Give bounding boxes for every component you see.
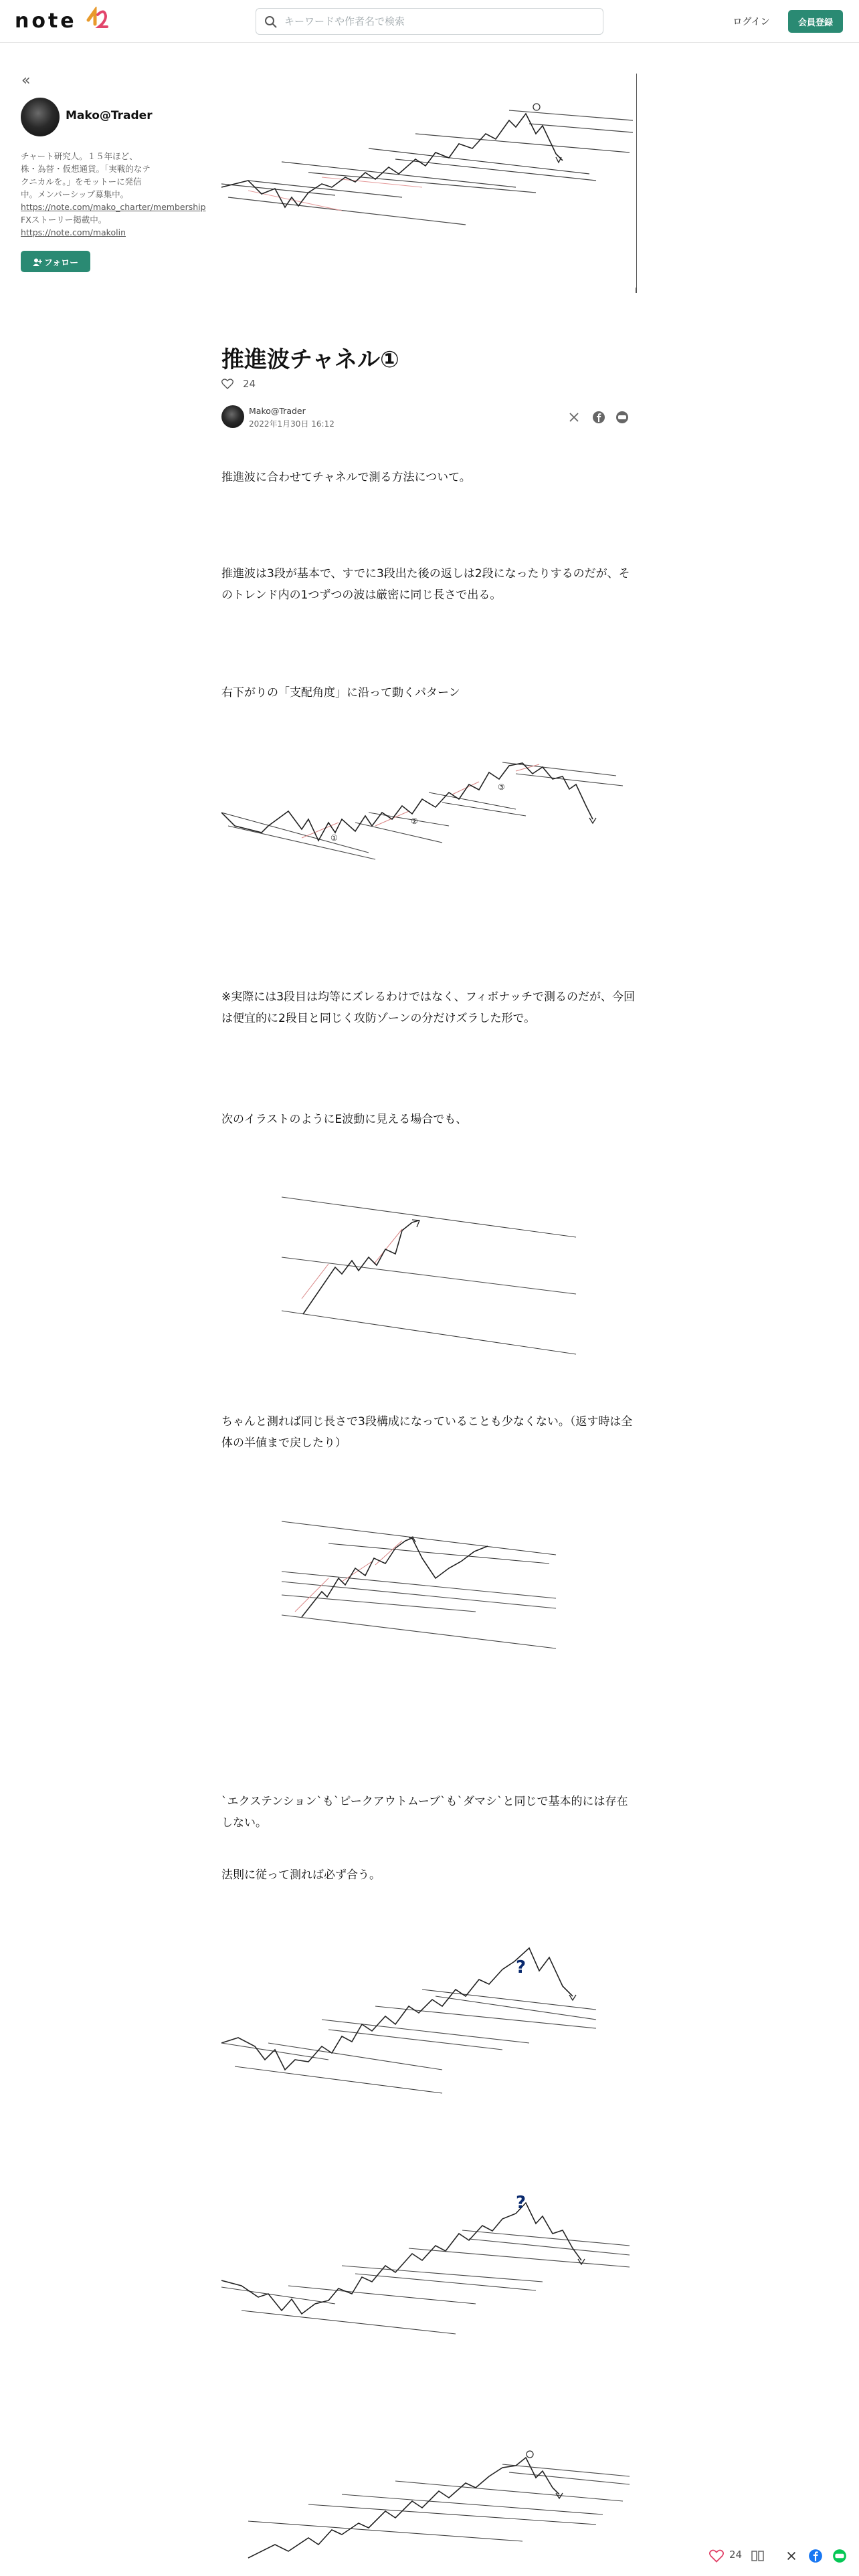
support-angle-pattern-illustration — [221, 726, 636, 960]
note-logo[interactable]: note — [15, 9, 77, 33]
three-step-measurement-illustration — [221, 1485, 636, 1715]
question-mark: ? — [516, 2193, 527, 2213]
article-like-count[interactable] — [221, 378, 256, 390]
x-icon[interactable] — [785, 2550, 797, 2562]
line-icon[interactable] — [832, 2549, 847, 2563]
follow-label: フォロー — [43, 257, 79, 268]
facebook-icon[interactable] — [592, 411, 605, 424]
peak-circle-illustration — [221, 2424, 636, 2576]
search-box[interactable] — [256, 8, 603, 35]
magazine-icon[interactable] — [751, 2549, 765, 2563]
bottom-like-count: 24 — [729, 2549, 743, 2561]
paragraph: 推進波に合わせてチャネルで測る方法について。 — [221, 471, 471, 484]
heart-icon[interactable] — [221, 379, 233, 389]
facebook-icon[interactable] — [808, 2549, 823, 2563]
publish-date: 2022年1月30日 16:12 — [249, 419, 335, 429]
article-title: 推進波チャネル① — [221, 346, 399, 373]
wave-label-1: ① — [330, 833, 338, 843]
search-icon — [264, 15, 278, 29]
search-input[interactable] — [284, 9, 592, 34]
bio-link-membership[interactable]: https://note.com/mako_charter/membership — [21, 202, 206, 212]
signup-button[interactable]: 会員登録 — [788, 10, 843, 33]
bio-mid-text: FXストーリー掲載中。 — [21, 215, 107, 225]
line-icon[interactable] — [615, 411, 629, 424]
author-avatar[interactable] — [21, 98, 60, 136]
anniversary-badge-icon — [86, 7, 110, 31]
bottom-action-bar — [702, 2545, 859, 2565]
bio-text: チャート研究人。１５年ほど、株・為替・仮想通貨。「実戦的なテクニカルを。」をモットーに発信中。メンバーシップ募集中。 — [21, 151, 151, 199]
paragraph: ※実際には3段目は均等にズレるわけではなく、フィボナッチで測るのだが、今回は便宜的に2段目と同じく攻防ゾーンの分だけズラした形で。 — [221, 990, 636, 1025]
bio-link-makolin[interactable]: https://note.com/makolin — [21, 227, 126, 237]
paragraph: 法則に従って測れば必ず合う。 — [221, 1868, 381, 1882]
paragraph: ちゃんと測れば同じ長さで3段構成になっていることも少なくない。（返す時は全体の半値まで戻したり） — [221, 1415, 633, 1450]
meta-author-name[interactable]: Mako@Trader — [249, 406, 306, 416]
x-icon[interactable] — [567, 411, 581, 424]
login-button[interactable]: ログイン — [723, 12, 780, 31]
paragraph: 推進波は3段が基本で、すでに3段出た後の返しは2段になったりするのだが、そのトレンド内の1つずつの波は厳密に同じ長さで出る。 — [221, 567, 630, 602]
paragraph: `エクステンション`も`ピークアウトムーブ`も`ダマシ`と同じで基本的には存在しない。 — [221, 1795, 628, 1830]
sidebar-author-name[interactable]: Mako@Trader — [66, 109, 153, 122]
follow-button[interactable] — [21, 251, 90, 272]
question-peak-illustration-1 — [221, 1909, 636, 2143]
question-mark: ? — [516, 1957, 527, 1977]
hero-chart-illustration — [221, 74, 636, 288]
question-peak-illustration-2 — [221, 2167, 636, 2401]
chevrons-left-icon[interactable]: « — [21, 72, 31, 89]
paragraph: 右下がりの「支配角度」に沿って動くパターン — [221, 686, 460, 700]
wave-label-2: ② — [411, 817, 418, 826]
paragraph: 次のイラストのようにE波動に見える場合でも、 — [221, 1113, 468, 1126]
e-wave-illustration — [221, 1150, 636, 1381]
meta-author-avatar[interactable] — [221, 405, 244, 428]
user-plus-icon — [33, 258, 42, 266]
wave-label-3: ③ — [498, 782, 505, 792]
heart-icon[interactable] — [709, 2549, 724, 2563]
site-header — [0, 0, 859, 43]
like-count: 24 — [243, 378, 256, 390]
author-bio — [21, 150, 206, 239]
